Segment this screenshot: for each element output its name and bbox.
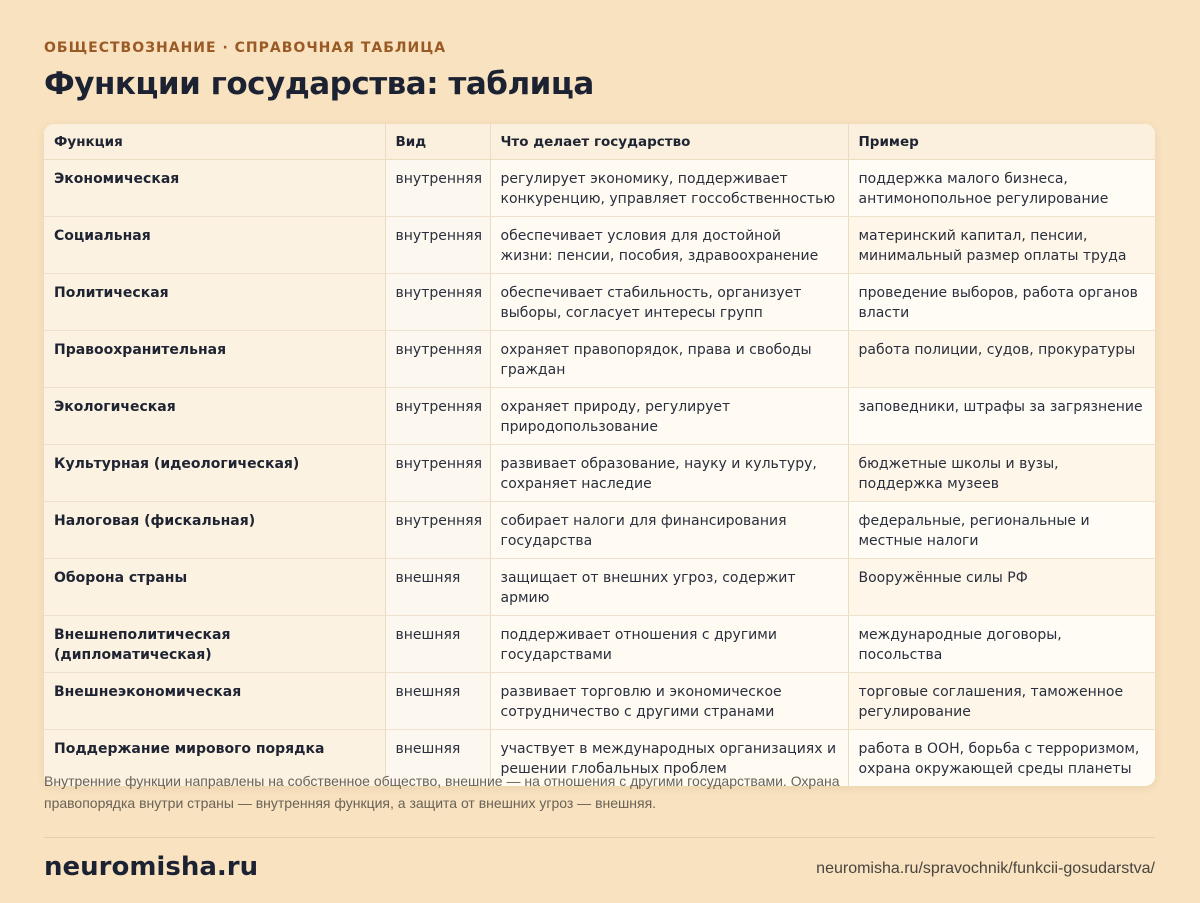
example-cell: торговые соглашения, таможенное регулирование (848, 673, 1155, 730)
action-cell: развивает торговлю и экономическое сотрудничество с другими странами (490, 673, 848, 730)
table-row (44, 217, 1155, 274)
function-cell: Налоговая (фискальная) (44, 502, 385, 559)
action-cell: защищает от внешних угроз, содержит армию (490, 559, 848, 616)
action-cell: регулирует экономику, поддерживает конкуренцию, управляет госсобственностью (490, 160, 848, 217)
kind-cell: внешняя (385, 730, 490, 787)
function-cell: Экологическая (44, 388, 385, 445)
kind-cell: внутренняя (385, 388, 490, 445)
footnote: Внутренние функции направлены на собственное общество, внешние — на отношения с другими государствами. Охрана правопорядка внутри страны — внутренняя функция, а защита от внешних угроз — внешняя. (44, 773, 840, 811)
example-cell: международные договоры, посольства (848, 616, 1155, 673)
kind-cell: внутренняя (385, 445, 490, 502)
action-cell: поддерживает отношения с другими государствами (490, 616, 848, 673)
kind-cell: внутренняя (385, 502, 490, 559)
functions-table-card (44, 124, 1155, 786)
function-cell: Социальная (44, 217, 385, 274)
action-cell: участвует в международных организациях и решении глобальных проблем (490, 730, 848, 787)
kind-cell: внутренняя (385, 217, 490, 274)
table-row (44, 616, 1155, 673)
table-row (44, 331, 1155, 388)
column-header-example: Пример (848, 124, 1155, 160)
kind-cell: внешняя (385, 673, 490, 730)
function-cell: Внешнеполитическая (дипломатическая) (44, 616, 385, 673)
kind-cell: внутренняя (385, 274, 490, 331)
action-cell: обеспечивает стабильность, организует выборы, согласует интересы групп (490, 274, 848, 331)
function-cell: Правоохранительная (44, 331, 385, 388)
action-cell: собирает налоги для финансирования государства (490, 502, 848, 559)
column-header-function: Функция (44, 124, 385, 160)
table-header-row (44, 124, 1155, 160)
divider (44, 837, 1155, 838)
action-cell: обеспечивает условия для достойной жизни: пенсии, пособия, здравоохранение (490, 217, 848, 274)
column-header-kind: Вид (385, 124, 490, 160)
example-cell: заповедники, штрафы за загрязнение (848, 388, 1155, 445)
page-url-link[interactable]: neuromisha.ru/spravochnik/funkcii-gosudarstva/ (816, 860, 1155, 877)
table-row (44, 274, 1155, 331)
example-cell: работа в ООН, борьба с терроризмом, охрана окружающей среды планеты (848, 730, 1155, 787)
column-header-action: Что делает государство (490, 124, 848, 160)
example-cell: бюджетные школы и вузы, поддержка музеев (848, 445, 1155, 502)
kind-cell: внутренняя (385, 160, 490, 217)
action-cell: охраняет правопорядок, права и свободы граждан (490, 331, 848, 388)
table-row (44, 445, 1155, 502)
function-cell: Поддержание мирового порядка (44, 730, 385, 787)
kind-cell: внутренняя (385, 331, 490, 388)
action-cell: развивает образование, науку и культуру, сохраняет наследие (490, 445, 848, 502)
example-cell: работа полиции, судов, прокуратуры (848, 331, 1155, 388)
action-cell: охраняет природу, регулирует природопользование (490, 388, 848, 445)
function-cell: Оборона страны (44, 559, 385, 616)
table-row (44, 160, 1155, 217)
example-cell: поддержка малого бизнеса, антимонопольное регулирование (848, 160, 1155, 217)
kind-cell: внешняя (385, 616, 490, 673)
example-cell: Вооружённые силы РФ (848, 559, 1155, 616)
function-cell: Внешнеэкономическая (44, 673, 385, 730)
table-row (44, 502, 1155, 559)
table-row (44, 673, 1155, 730)
kind-cell: внешняя (385, 559, 490, 616)
table-row (44, 388, 1155, 445)
function-cell: Культурная (идеологическая) (44, 445, 385, 502)
example-cell: федеральные, региональные и местные налоги (848, 502, 1155, 559)
section-kicker: ОБЩЕСТВОЗНАНИЕ · СПРАВОЧНАЯ ТАБЛИЦА (44, 40, 447, 56)
site-logo[interactable]: neuromisha.ru (44, 852, 259, 882)
table-row (44, 559, 1155, 616)
function-cell: Политическая (44, 274, 385, 331)
table-body (44, 160, 1155, 787)
function-cell: Экономическая (44, 160, 385, 217)
page-title: Функции государства: таблица (44, 66, 594, 102)
functions-table (44, 124, 1155, 786)
example-cell: материнский капитал, пенсии, минимальный размер оплаты труда (848, 217, 1155, 274)
example-cell: проведение выборов, работа органов власти (848, 274, 1155, 331)
